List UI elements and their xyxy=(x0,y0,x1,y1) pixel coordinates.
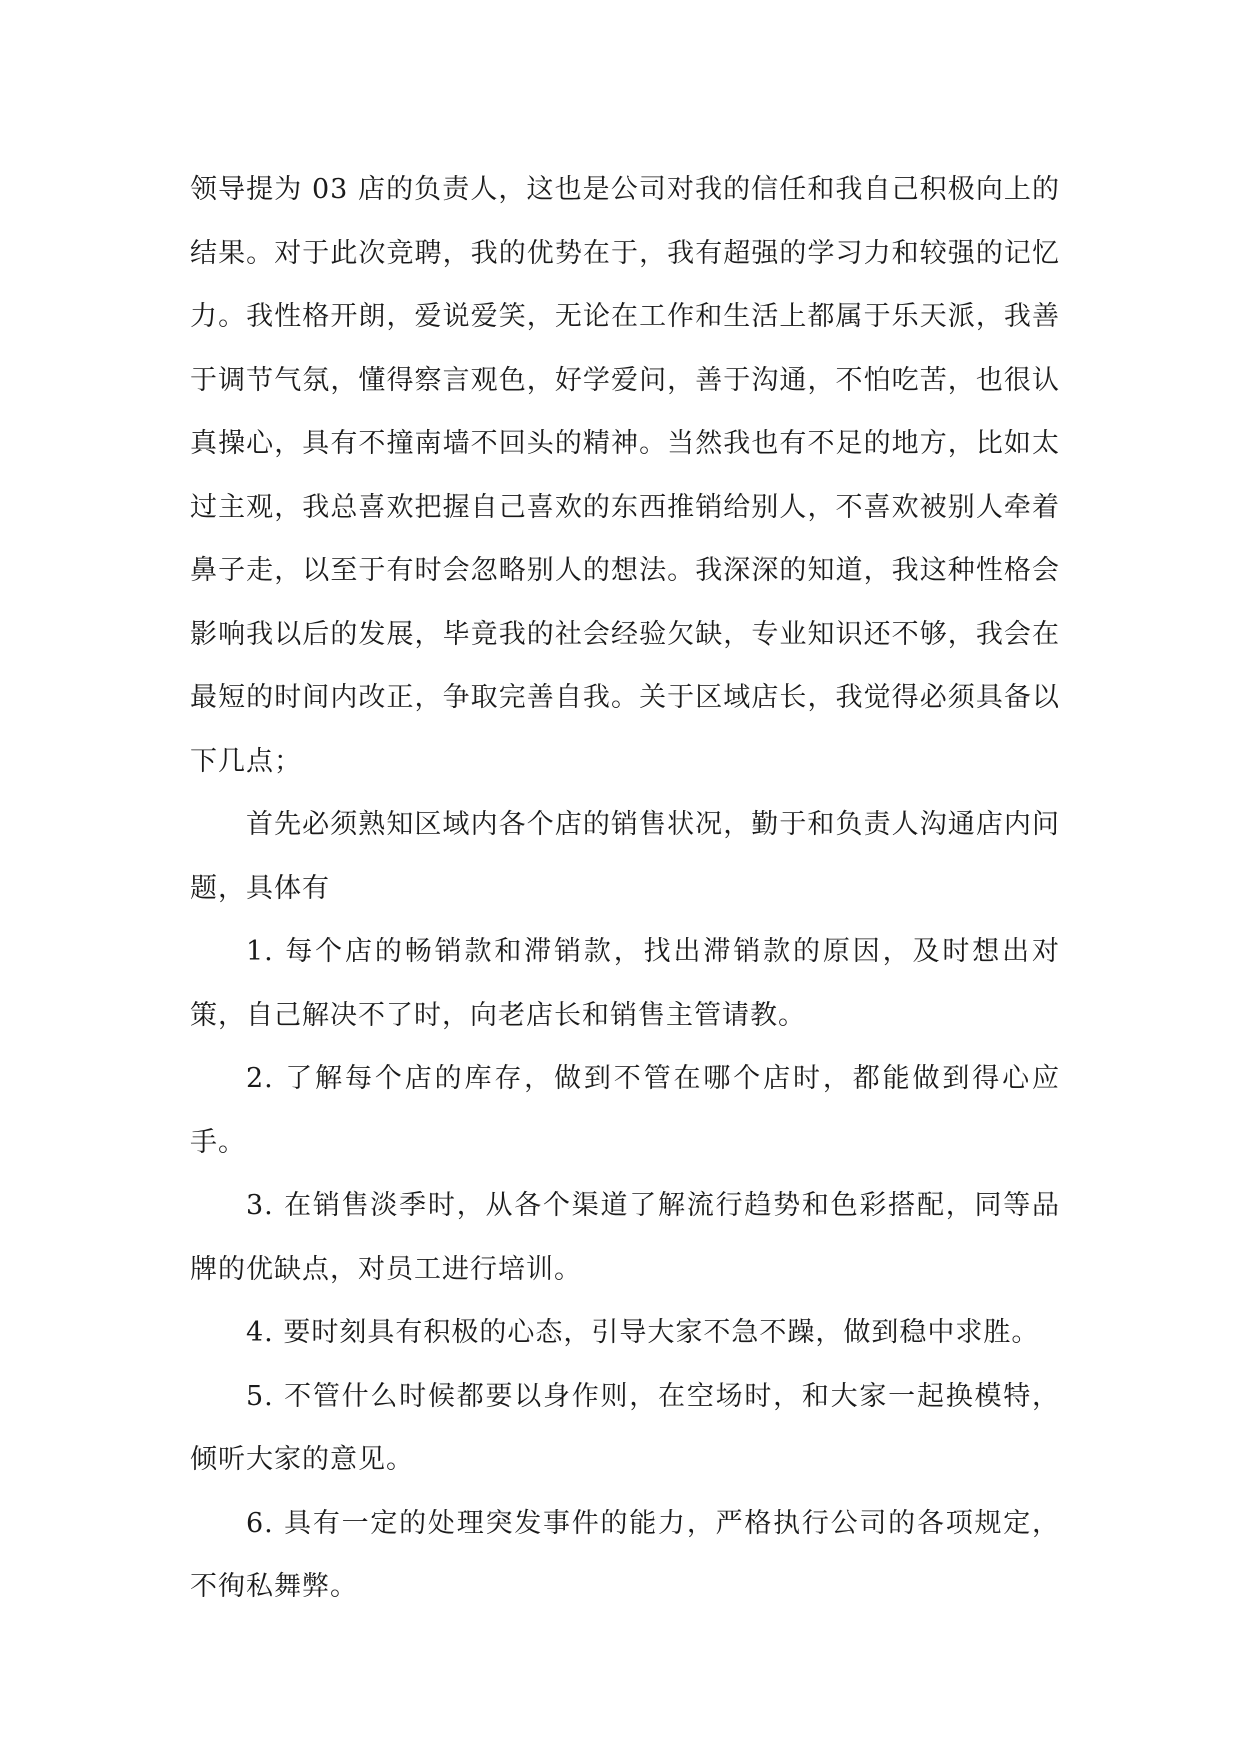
body-paragraph-2: 首先必须熟知区域内各个店的销售状况，勤于和负责人沟通店内问题，具体有 xyxy=(190,809,1060,904)
list-item-4: 4. 要时刻具有积极的心态，引导大家不急不躁，做到稳中求胜。 xyxy=(246,1317,1040,1348)
list-item-3: 3. 在销售淡季时，从各个渠道了解流行趋势和色彩搭配，同等品牌的优缺点，对员工进行培训。 xyxy=(190,1190,1060,1285)
body-paragraph-1: 领导提为 03 店的负责人，这也是公司对我的信任和我自己积极向上的结果。对于此次竞聘，我的优势在于，我有超强的学习力和较强的记忆力。我性格开朗，爱说爱笑，无论在工作和生活上都属于乐天派，我善于调节气氛，懂得察言观色，好学爱问，善于沟通，不怕吃苦，也很认真操心，具有不撞南墙不回头的精神。当然我也有不足的地方，比如太过主观，我总喜欢把握自己喜欢的东西推销给别人，不喜欢被别人牵着鼻子走，以至于有时会忽略别人的想法。我深深的知道，我这种性格会影响我以后的发展，毕竟我的社会经验欠缺，专业知识还不够，我会在最短的时间内改正，争取完善自我。关于区域店长，我觉得必须具备以下几点； xyxy=(190,174,1060,777)
list-item-1: 1. 每个店的畅销款和滞销款，找出滞销款的原因，及时想出对策，自己解决不了时，向老店长和销售主管请教。 xyxy=(190,936,1060,1031)
document-page xyxy=(190,158,1060,1619)
list-item-5: 5. 不管什么时候都要以身作则，在空场时，和大家一起换模特，倾听大家的意见。 xyxy=(190,1380,1060,1475)
list-item-2: 2. 了解每个店的库存，做到不管在哪个店时，都能做到得心应手。 xyxy=(190,1063,1060,1158)
list-item-6: 6. 具有一定的处理突发事件的能力，严格执行公司的各项规定，不徇私舞弊。 xyxy=(190,1507,1060,1602)
